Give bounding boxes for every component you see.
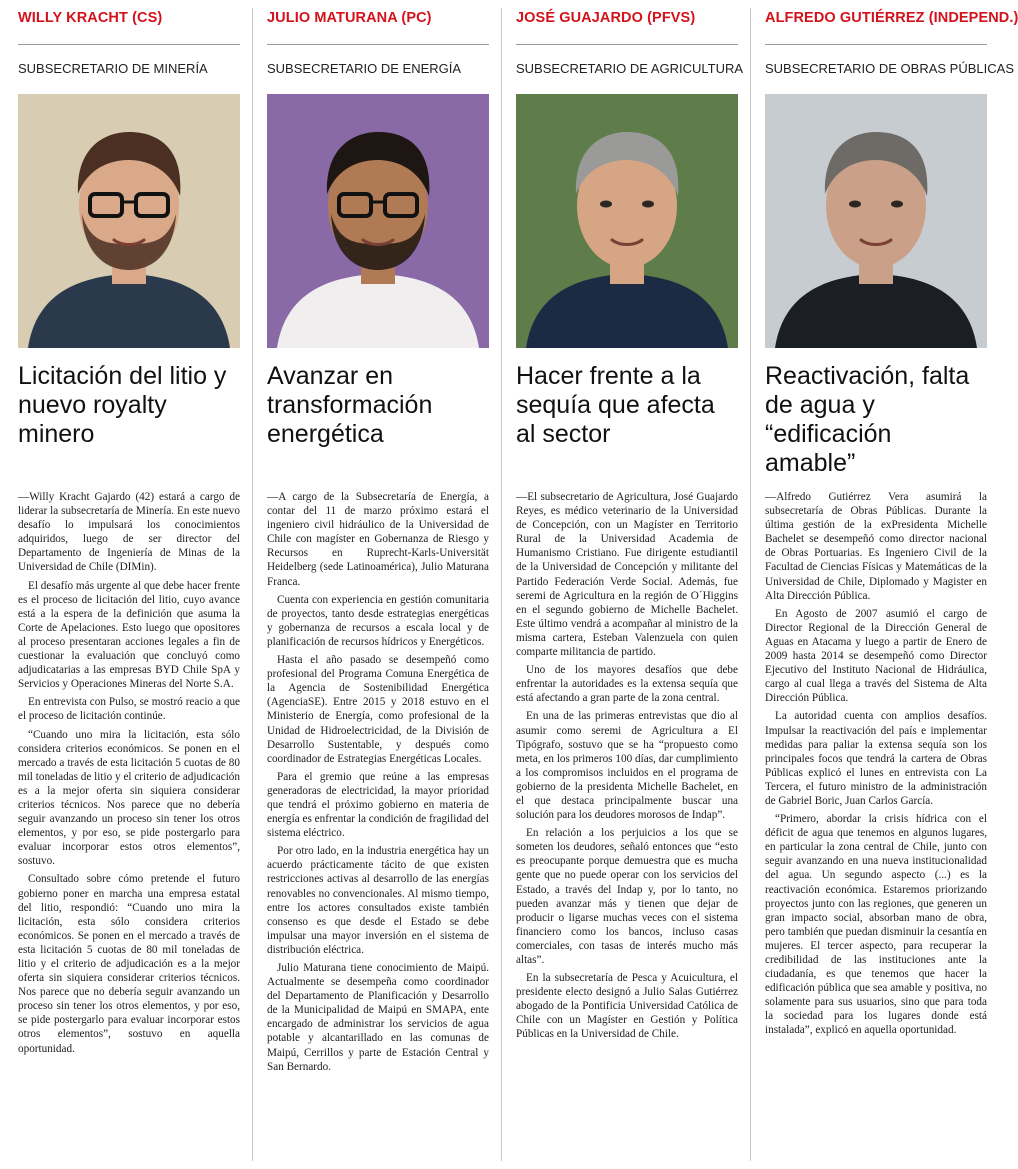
profile-position: SUBSECRETARIO DE MINERÍA	[18, 61, 208, 76]
article-paragraph: En Agosto de 2007 asumió el cargo de Director Regional de la Dirección General de Aguas en Atacama y luego a partir de Enero de 2009 hasta 2014 se desempeñó como Director Ejecutivo del Instituto Nacional de Hidráulica, cargo al cual llega a través del Sistema de Alta Dirección Pública.	[765, 607, 987, 705]
article-paragraph: El desafío más urgente al que debe hacer frente es el proceso de licitación del litio, cuyo avance está a la espera de la definición que asuma la Corte de Apelaciones. Esto luego que opositores al proceso presentaran acciones legales a fin de cuestionar la evaluación que concluyó como adjudicatarias a las empresas BYD Chile SpA y Servicios y Operaciones Mineras del Norte S.A.	[18, 579, 240, 691]
portrait-illustration	[516, 94, 738, 348]
article-paragraph: Uno de los mayores desafíos que debe enfrentar la autoridades es la extensa sequía que está afectando a gran parte de la zona central.	[516, 664, 738, 705]
portrait-photo	[18, 94, 240, 348]
article-headline: Reactivación, falta de agua y “edificación amable”	[765, 362, 970, 477]
article-paragraph: Para el gremio que reúne a las empresas generadoras de electricidad, la mayor prioridad que tendrá el próximo gobierno en materia de energía es enfrentar la condición de fragilidad del sistema eléctrico.	[267, 770, 489, 840]
profile-name: ALFREDO GUTIÉRREZ (INDEPEND.)	[765, 10, 1018, 26]
article-paragraph: Julio Maturana tiene conocimiento de Maipú. Actualmente se desempeña como coordinador del Departamento de Planificación y Desarrollo de la Municipalidad de Maipú en SMAPA, ente encargado de administrar los servicios de agua potable y alcantarillado en las comunas de Maipú, Cerrillos y parte de Estación Central y San Bernardo.	[267, 962, 489, 1073]
profile-column-kracht	[18, 0, 240, 1169]
article-paragraph: —El subsecretario de Agricultura, José Guajardo Reyes, es médico veterinario de la Universidad de Concepción, con un Magíster en Territorio Rural de la Universidad Academia de Humanismo Cristiano. Fue dirigente estudiantil de la Universidad de Concepción y militante del Partido Federación Verde Social. Además, fue seremi de Agricultura en la región de O´Higgins en el segundo gobierno de Michelle Bachelet. Este último vendrá a acompañar al ministro de la misma cartera, Esteban Valenzuela con quien comparte militancia de partido.	[516, 491, 738, 659]
profile-position: SUBSECRETARIO DE ENERGÍA	[267, 61, 462, 76]
article-paragraph: “Cuando uno mira la licitación, esta sólo considera criterios económicos. Se ponen en el mercado a través de esta licitación 5 cuotas de 80 mil toneladas de litio y el criterio de adjudicación es a la mejor oferta sin siquiera considerar criterios técnicos. Nos parece que no debería seguir avanzando un proceso sin tener los otros elementos, y por eso, se pide postergarlo para evaluar incorporar estos otros elementos”, sostuvo.	[18, 728, 240, 868]
article-paragraph: La autoridad cuenta con amplios desafíos. Impulsar la reactivación del país e implementar medidas para paliar la extensa sequía son los principales focos que tendrá la cartera de Obras Públicas explicó el lunes en entrevista con La Tercera, el futuro ministro de la administración de Gabriel Boric, Juan Carlos García.	[765, 710, 987, 807]
article-paragraph: En entrevista con Pulso, se mostró reacio a que el proceso de licitación continúe.	[18, 696, 240, 723]
article-headline: Hacer frente a la sequía que afecta al sector	[516, 362, 715, 448]
profile-column-gutierrez	[765, 0, 1018, 1169]
article-body	[18, 490, 240, 1165]
article-body	[267, 490, 489, 1165]
name-divider	[765, 44, 987, 45]
portrait-illustration	[267, 94, 489, 348]
name-divider	[18, 44, 240, 45]
portrait-photo	[267, 94, 489, 348]
profile-column-guajardo	[516, 0, 744, 1169]
column-divider	[501, 8, 502, 1161]
portrait-eye-left	[849, 201, 861, 208]
article-paragraph: En la subsecretaría de Pesca y Acuicultura, el presidente electo designó a Julio Salas Gutiérrez abogado de la Pontificia Universidad Católica de Chile con un Magíster en Gestión y Política Públicas en la Universidad de Chile.	[516, 972, 738, 1041]
profile-position: SUBSECRETARIO DE AGRICULTURA	[516, 61, 744, 76]
portrait-photo	[516, 94, 738, 348]
article-paragraph: Consultado sobre cómo pretende el futuro gobierno poner en marcha una empresa estatal del litio, respondió: “Cuando uno mira la licitación, esta sólo considera criterios económicos. Se ponen en el mercado a través de esta licitación 5 cuotas de 80 mil toneladas de litio y el criterio de adjudicación es a la mejor oferta sin siquiera considerar criterios técnicos. Nos parece que no debería seguir avanzando un proceso sin tener los otros elementos, y por eso, se pide postergarlo para evaluar incorporar estos otros elementos”, sostuvo en aquella oportunidad.	[18, 873, 240, 1055]
article-paragraph: Cuenta con experiencia en gestión comunitaria de proyectos, tanto desde estrategias energéticas y gobernanza de recursos a escala local y de planificación de recursos hídricos y Energéticos.	[267, 593, 489, 648]
profile-name: WILLY KRACHT (CS)	[18, 10, 163, 26]
article-headline: Licitación del litio y nuevo royalty minero	[18, 362, 227, 448]
profile-name: JOSÉ GUAJARDO (PFVS)	[516, 10, 696, 26]
article-paragraph: “Primero, abordar la crisis hídrica con el déficit de agua que tenemos en algunos lugares, en particular la zona central de Chile, junto con seguir avanzando en una nueva institucionalidad del agua. Un segundo aspecto (...) es la reactivación económica. Estaremos priorizando proyectos junto con las regiones, que generen un gran impacto social, absorban mano de obra, pero también que puedan disminuir la cesantía en mujeres. El tercer aspecto, para recuperar la credibilidad de las instituciones ante la ciudadanía, es que tenemos que hacer la edificación pública que sea amable y positiva, no solamente para sus usuarios, sino que para toda la sociedad para los lugares donde está instalada”, explicó en aquella oportunidad.	[765, 813, 987, 1037]
portrait-eye-right	[642, 201, 654, 208]
name-divider	[516, 44, 738, 45]
portrait-photo	[765, 94, 987, 348]
article-paragraph: En relación a los perjuicios a los que se someten los deudores, señaló entonces que “esto es preocupante porque demuestra que es mucha gente que no puede operar con los servicios del Estado, a través del Indap y, por lo tanto, no pueden avanzar más y tienen que dejar de producir o ligarse muchas veces con el sistema financiero como los bancos, incluso casas comerciales, con tasas de interés mucho más altas”.	[516, 827, 738, 966]
profile-name: JULIO MATURANA (PC)	[267, 10, 432, 26]
portrait-eye-right	[891, 201, 903, 208]
portrait-illustration	[765, 94, 987, 348]
profile-position: SUBSECRETARIO DE OBRAS PÚBLICAS	[765, 61, 1014, 76]
article-paragraph: —Willy Kracht Gajardo (42) estará a cargo de liderar la subsecretaría de Minería. En este nuevo desafío lo impulsará los conocimientos adquiridos, luego de ser director del Departamento de Ingeniería de Minas de la Universidad de Chile (DIMin).	[18, 491, 240, 574]
article-headline: Avanzar en transformación energética	[267, 362, 433, 448]
article-paragraph: —Alfredo Gutiérrez Vera asumirá la subsecretaría de Obras Públicas. Durante la última gestión de la exPresidenta Michelle Bachelet se desempeñó como director nacional de Obras Portuarias. Es Ingeniero Civil de la Facultad de Ciencias Físicas y Matemáticas de la Universidad de Chile, Diplomado y Magister en Alta Dirección Pública.	[765, 491, 987, 602]
article-paragraph: En una de las primeras entrevistas que dio al asumir como seremi de Agricultura a El Tipógrafo, sostuvo que se ha “propuesto como meta, en los primeros 100 días, dar cumplimiento a los compromisos incluidos en el programa de gobierno de la presidenta Michelle Bachelet, en el que destaca principalmente buscar una solución para los deudores morosos de Indap”.	[516, 710, 738, 822]
article-paragraph: Por otro lado, en la industria energética hay un acuerdo prácticamente tácito de que existen restricciones activas al desarrollo de las energías renovables no convencionales. Al mismo tiempo, entre los actores consultados existe también consenso es que desde el Estado se debe impulsar una mayor inversión en el sistema de distribución eléctrica.	[267, 845, 489, 956]
name-divider	[267, 44, 489, 45]
column-divider	[252, 8, 253, 1161]
column-divider	[750, 8, 751, 1161]
article-paragraph: —A cargo de la Subsecretaría de Energía, a contar del 11 de marzo próximo estará el ingeniero civil hidráulico de la Universidad de Chile con magíster en Gobernanza de Riesgo y Recursos en Ruprecht-Karls-Universität Heidelberg (sede Latinoamérica), Julio Maturana Franca.	[267, 491, 489, 588]
article-body	[516, 490, 738, 1165]
portrait-eye-left	[600, 201, 612, 208]
profile-column-maturana	[267, 0, 489, 1169]
article-paragraph: Hasta el año pasado se desempeñó como profesional del Programa Comuna Energética de la Agencia de Sostenibilidad Energética (AgenciaSE). Entre 2015 y 2018 estuvo en el Ministerio de Energía, como profesional de la Unidad de Hidroelectricidad, de la División de Desarrollo Sustentable, y después como coordinador de Estrategias Energéticas Locales.	[267, 654, 489, 765]
article-body	[765, 490, 987, 1165]
portrait-illustration	[18, 94, 240, 348]
